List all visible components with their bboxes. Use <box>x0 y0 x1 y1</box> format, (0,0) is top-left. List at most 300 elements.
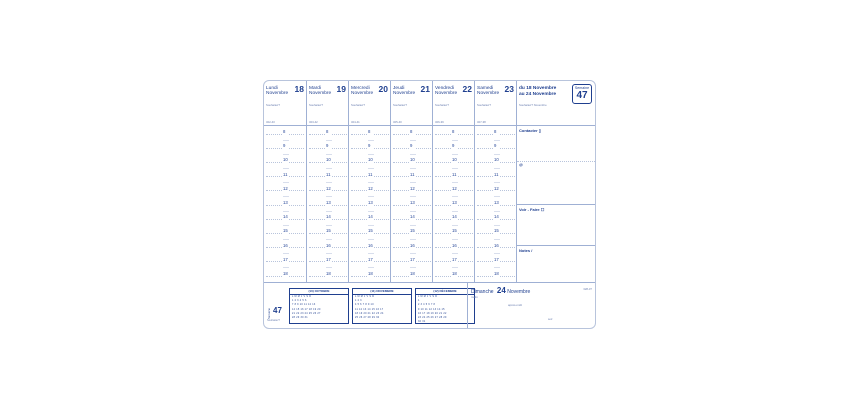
half-hour-rule <box>494 225 500 226</box>
half-hour-rule <box>283 196 289 197</box>
hour-label: 15 <box>326 228 331 234</box>
hour-label: 16 <box>283 242 288 248</box>
day-month: Novembre <box>351 91 374 97</box>
hour-label: 11 <box>283 171 288 177</box>
week-badge <box>572 84 592 104</box>
hour-rule <box>266 247 282 248</box>
hour-rule <box>435 162 451 163</box>
hour-rule <box>500 233 515 234</box>
day-column <box>390 81 432 282</box>
hour-rule <box>351 276 367 277</box>
hour-rule <box>351 233 367 234</box>
half-hour-rule <box>283 211 289 212</box>
half-hour-rule <box>283 140 289 141</box>
mini-calendar <box>415 288 475 324</box>
hour-rule <box>477 276 493 277</box>
calendar-row: 30 31 <box>418 320 426 324</box>
hour-rule <box>458 276 473 277</box>
hour-label: 8 <box>283 129 286 134</box>
footer-label: Souhaitez? <box>267 319 280 322</box>
hour-rule <box>332 176 347 177</box>
hour-rule <box>332 162 347 163</box>
calendar-row: 9 10 11 12 13 14 15 <box>418 307 445 311</box>
calendar-row: 2 3 4 5 6 7 8 <box>418 303 436 307</box>
hour-rule <box>435 134 451 135</box>
header-divider <box>349 125 390 126</box>
section-divider <box>517 245 595 246</box>
phone-icon: ▯ <box>538 128 541 133</box>
hour-rule <box>289 247 304 248</box>
half-hour-rule <box>283 225 289 226</box>
hour-rule <box>374 190 389 191</box>
hour-rule <box>458 205 473 206</box>
half-hour-rule <box>452 239 458 240</box>
hour-rule <box>374 162 389 163</box>
hour-rule <box>477 190 493 191</box>
hour-rule <box>435 247 451 248</box>
day-month: Novembre <box>393 91 416 97</box>
hour-rule <box>309 190 325 191</box>
week-number: 47 <box>576 90 588 101</box>
hour-rule <box>309 162 325 163</box>
hour-rule <box>500 176 515 177</box>
hour-rule <box>351 219 367 220</box>
hour-rule <box>416 205 431 206</box>
hour-label: 12 <box>494 185 499 191</box>
sunday-title <box>471 286 530 295</box>
hour-label: 9 <box>410 143 413 149</box>
half-hour-rule <box>326 239 332 240</box>
hour-rule <box>416 276 431 277</box>
half-hour-rule <box>368 140 374 141</box>
hour-label: 8 <box>494 129 497 134</box>
calendar-row: 1 2 3 <box>355 299 362 303</box>
hour-label: 13 <box>326 200 331 205</box>
hour-rule <box>500 219 515 220</box>
calendar-row: 16 17 18 19 20 21 22 <box>418 311 447 315</box>
hour-rule <box>416 162 431 163</box>
hour-rule <box>393 261 409 262</box>
hour-rule <box>393 148 409 149</box>
hour-rule <box>393 233 409 234</box>
hour-label: 9 <box>452 143 455 149</box>
range-end: au 24 Novembre <box>519 92 557 97</box>
day-name: Mardi <box>309 86 321 91</box>
hour-label: 15 <box>410 228 415 234</box>
calendar-title: (10) OCTOBRE <box>290 289 348 295</box>
hour-label: 8 <box>326 129 329 134</box>
half-hour-rule <box>283 154 289 155</box>
day-month: Novembre <box>435 91 458 97</box>
half-hour-rule <box>326 154 332 155</box>
hour-rule <box>266 233 282 234</box>
hour-rule <box>393 134 409 135</box>
mini-calendar <box>352 288 412 324</box>
hour-rule <box>374 261 389 262</box>
calendar-row: 25 26 27 28 29 30 <box>355 316 380 319</box>
hour-rule <box>393 190 409 191</box>
half-hour-rule <box>452 154 458 155</box>
hour-label: 10 <box>283 157 288 163</box>
hour-rule <box>351 134 367 135</box>
hour-label: 16 <box>410 242 415 248</box>
half-hour-rule <box>494 211 500 212</box>
hour-rule <box>309 205 325 206</box>
half-hour-rule <box>410 140 416 141</box>
half-hour-rule <box>368 267 374 268</box>
hour-rule <box>332 190 347 191</box>
hour-rule <box>477 205 493 206</box>
half-hour-rule <box>494 168 500 169</box>
half-hour-rule <box>368 225 374 226</box>
bottom-strip <box>264 282 595 329</box>
hour-label: 11 <box>326 171 331 177</box>
hour-rule <box>351 190 367 191</box>
hour-rule <box>393 276 409 277</box>
hour-rule <box>332 247 347 248</box>
hour-label: 11 <box>410 171 415 177</box>
hour-label: 11 <box>368 171 373 177</box>
calendar-row: 28 29 30 31 <box>292 316 308 319</box>
hour-label: 18 <box>283 271 288 276</box>
half-hour-rule <box>283 239 289 240</box>
half-hour-rule <box>283 182 289 183</box>
half-hour-rule <box>283 267 289 268</box>
calendar-row: 18 19 20 21 22 23 24 <box>355 311 384 315</box>
hour-label: 17 <box>326 256 331 262</box>
day-count: 325-40 <box>393 120 402 124</box>
hour-rule <box>374 276 389 277</box>
day-count: 327-38 <box>477 120 486 124</box>
day-number: 21 <box>420 84 430 94</box>
hour-label: 9 <box>326 143 329 149</box>
hour-label: 14 <box>452 214 457 220</box>
hour-label: 15 <box>494 228 499 234</box>
hour-rule <box>500 247 515 248</box>
hour-rule <box>309 233 325 234</box>
hour-rule <box>289 261 304 262</box>
hour-rule <box>351 162 367 163</box>
half-hour-rule <box>368 154 374 155</box>
sunday-afternoon: après-midi <box>508 303 523 307</box>
hour-label: 12 <box>410 185 415 191</box>
hour-label: 14 <box>494 214 499 220</box>
semaine-label: Semaine <box>267 308 271 320</box>
day-column <box>264 81 306 282</box>
hour-rule <box>289 148 304 149</box>
calendar-row: 1 <box>418 299 420 303</box>
hour-rule <box>266 261 282 262</box>
hour-rule <box>477 233 493 234</box>
day-count: 324-41 <box>351 120 360 124</box>
half-hour-rule <box>410 239 416 240</box>
half-hour-rule <box>452 211 458 212</box>
half-hour-rule <box>326 140 332 141</box>
hour-rule <box>289 233 304 234</box>
hour-rule <box>458 233 473 234</box>
hour-label: 18 <box>452 271 457 276</box>
hour-rule <box>458 176 473 177</box>
hour-rule <box>374 247 389 248</box>
half-hour-rule <box>452 225 458 226</box>
day-header <box>435 86 457 97</box>
day-header <box>309 86 331 97</box>
hour-label: 17 <box>452 256 457 262</box>
hour-rule <box>309 247 325 248</box>
hour-label: 11 <box>452 171 457 177</box>
calendar-title: (12) DÉCEMBRE <box>416 289 474 295</box>
half-hour-rule <box>368 253 374 254</box>
week-range <box>519 86 556 98</box>
day-subtitle: Souhaitez? <box>393 103 407 107</box>
half-hour-rule <box>410 196 416 197</box>
hour-label: 9 <box>368 143 371 149</box>
hour-rule <box>266 148 282 149</box>
day-number: 20 <box>378 84 388 94</box>
hour-rule <box>351 176 367 177</box>
half-hour-rule <box>452 140 458 141</box>
sunday-block <box>467 283 595 329</box>
hour-rule <box>416 247 431 248</box>
day-name: Mercredi <box>351 86 370 91</box>
hour-rule <box>289 134 304 135</box>
half-hour-rule <box>452 196 458 197</box>
day-subtitle: Souhaitez? <box>435 103 449 107</box>
day-column <box>348 81 390 282</box>
hour-rule <box>351 261 367 262</box>
hour-label: 18 <box>410 271 415 276</box>
hour-label: 10 <box>494 157 499 163</box>
hour-rule <box>458 247 473 248</box>
hour-rule <box>266 276 282 277</box>
hour-rule <box>309 219 325 220</box>
hour-label: 9 <box>283 143 286 149</box>
hour-rule <box>289 162 304 163</box>
day-subtitle: Souhaitez? <box>266 103 280 107</box>
day-subtitle: Souhaitez? <box>477 103 491 107</box>
hour-rule <box>416 233 431 234</box>
hour-rule <box>266 219 282 220</box>
hour-label: 16 <box>368 242 373 248</box>
day-column <box>474 81 516 282</box>
hour-label: 18 <box>494 271 499 276</box>
hour-label: 8 <box>452 129 455 134</box>
hour-label: 13 <box>368 200 373 205</box>
hour-rule <box>332 276 347 277</box>
half-hour-rule <box>283 253 289 254</box>
hour-label: 17 <box>410 256 415 262</box>
half-hour-rule <box>410 182 416 183</box>
hour-rule <box>416 219 431 220</box>
hour-rule <box>289 205 304 206</box>
semaine-number: 47 <box>273 306 282 315</box>
day-number: 19 <box>336 84 346 94</box>
header-divider <box>307 125 348 126</box>
hour-rule <box>500 190 515 191</box>
day-header <box>477 86 499 97</box>
hour-rule <box>500 205 515 206</box>
hour-rule <box>374 148 389 149</box>
hour-rule <box>435 276 451 277</box>
hour-rule <box>435 219 451 220</box>
hour-rule <box>416 190 431 191</box>
half-hour-rule <box>452 168 458 169</box>
hour-label: 13 <box>452 200 457 205</box>
sunday-name: Dimanche <box>471 289 494 295</box>
hour-label: 17 <box>283 256 288 262</box>
hour-label: 11 <box>494 171 499 177</box>
hour-rule <box>477 148 493 149</box>
half-hour-rule <box>494 140 500 141</box>
day-name: Jeudi <box>393 86 405 91</box>
section-divider <box>517 125 595 126</box>
checkbox-icon: ☐ <box>540 207 545 212</box>
hour-rule <box>435 190 451 191</box>
sunday-number: 24 <box>496 286 506 295</box>
hour-rule <box>500 276 515 277</box>
half-hour-rule <box>368 239 374 240</box>
half-hour-rule <box>326 253 332 254</box>
day-number: 23 <box>504 84 514 94</box>
sunday-daycount: 328-37 <box>583 287 592 291</box>
calendar-row: 14 15 16 17 18 19 20 <box>292 307 321 311</box>
hour-rule <box>266 162 282 163</box>
hour-rule <box>309 134 325 135</box>
half-hour-rule <box>494 182 500 183</box>
calendar-row: 1 2 3 4 5 6 <box>292 299 307 303</box>
half-hour-rule <box>494 196 500 197</box>
hour-rule <box>266 134 282 135</box>
hour-rule <box>500 148 515 149</box>
half-hour-rule <box>283 168 289 169</box>
header-divider <box>391 125 432 126</box>
hour-rule <box>477 176 493 177</box>
hour-label: 15 <box>368 228 373 234</box>
calendar-row: 11 12 13 14 15 16 17 <box>355 307 384 311</box>
day-month: Novembre <box>477 91 500 97</box>
hour-label: 8 <box>368 129 371 134</box>
hour-label: 18 <box>368 271 373 276</box>
half-hour-rule <box>326 225 332 226</box>
hour-rule <box>458 219 473 220</box>
calendar-row: 7 8 9 10 11 12 13 <box>292 303 316 307</box>
hour-label: 12 <box>283 185 288 191</box>
hour-rule <box>458 134 473 135</box>
hour-rule <box>477 219 493 220</box>
half-hour-rule <box>410 168 416 169</box>
week-subtitle: Souhaitez? Novembre <box>519 103 547 107</box>
half-hour-rule <box>410 211 416 212</box>
calendar-row: L M M J V S D <box>355 295 375 298</box>
day-month: Novembre <box>266 91 289 97</box>
sunday-month: Novembre <box>507 289 531 295</box>
hour-rule <box>374 233 389 234</box>
hour-rule <box>435 205 451 206</box>
half-hour-rule <box>410 267 416 268</box>
hour-rule <box>374 205 389 206</box>
hour-label: 18 <box>326 271 331 276</box>
half-hour-rule <box>326 267 332 268</box>
hour-label: 15 <box>452 228 457 234</box>
mini-calendar <box>289 288 349 324</box>
hour-label: 13 <box>410 200 415 205</box>
header-divider <box>433 125 474 126</box>
hour-rule <box>458 148 473 149</box>
day-column <box>432 81 474 282</box>
day-month: Novembre <box>309 91 332 97</box>
day-subtitle: Souhaitez? <box>351 103 365 107</box>
hour-rule <box>289 190 304 191</box>
day-column <box>306 81 348 282</box>
week-summary-panel <box>516 81 595 282</box>
hour-rule <box>351 247 367 248</box>
hour-rule <box>351 205 367 206</box>
hour-label: 17 <box>494 256 499 262</box>
hour-label: 16 <box>326 242 331 248</box>
hour-rule <box>458 190 473 191</box>
hour-label: 15 <box>283 228 288 234</box>
section-contacter: Contacter ▯ <box>519 128 541 133</box>
hour-rule <box>393 176 409 177</box>
section-notes: Notes / <box>519 248 533 253</box>
hour-rule <box>393 162 409 163</box>
half-hour-rule <box>452 267 458 268</box>
half-hour-rule <box>494 267 500 268</box>
hour-rule <box>477 247 493 248</box>
hour-rule <box>416 134 431 135</box>
hour-label: 16 <box>452 242 457 248</box>
hour-rule <box>374 176 389 177</box>
half-hour-rule <box>326 211 332 212</box>
sunday-evening: soir <box>548 317 553 321</box>
half-hour-rule <box>410 253 416 254</box>
hour-rule <box>393 205 409 206</box>
hour-rule <box>477 162 493 163</box>
hour-rule <box>309 148 325 149</box>
hour-rule <box>266 190 282 191</box>
hour-rule <box>435 148 451 149</box>
day-name: Lundi <box>266 86 278 91</box>
calendar-row: 4 5 6 7 8 9 10 <box>355 303 374 307</box>
hour-label: 14 <box>326 214 331 220</box>
hour-rule <box>309 276 325 277</box>
half-hour-rule <box>326 182 332 183</box>
hour-rule <box>374 219 389 220</box>
hour-rule <box>332 205 347 206</box>
day-subtitle: Souhaitez? <box>309 103 323 107</box>
half-hour-rule <box>368 211 374 212</box>
header-divider <box>475 125 516 126</box>
hour-label: 10 <box>410 157 415 163</box>
hour-rule <box>332 134 347 135</box>
half-hour-rule <box>368 168 374 169</box>
hour-rule <box>332 261 347 262</box>
calendar-row: L M M J V S D <box>418 295 438 298</box>
section-divider <box>517 204 595 205</box>
hour-label: 10 <box>452 157 457 163</box>
half-hour-rule <box>494 154 500 155</box>
hour-rule <box>435 233 451 234</box>
hour-rule <box>416 176 431 177</box>
calendar-row: L M M J V S D <box>292 295 312 298</box>
hour-label: 8 <box>410 129 413 134</box>
half-hour-rule <box>452 182 458 183</box>
day-count: 326-39 <box>435 120 444 124</box>
hour-label: 14 <box>283 214 288 220</box>
hour-rule <box>332 148 347 149</box>
hour-rule <box>332 219 347 220</box>
pen-icon: / <box>531 248 533 253</box>
